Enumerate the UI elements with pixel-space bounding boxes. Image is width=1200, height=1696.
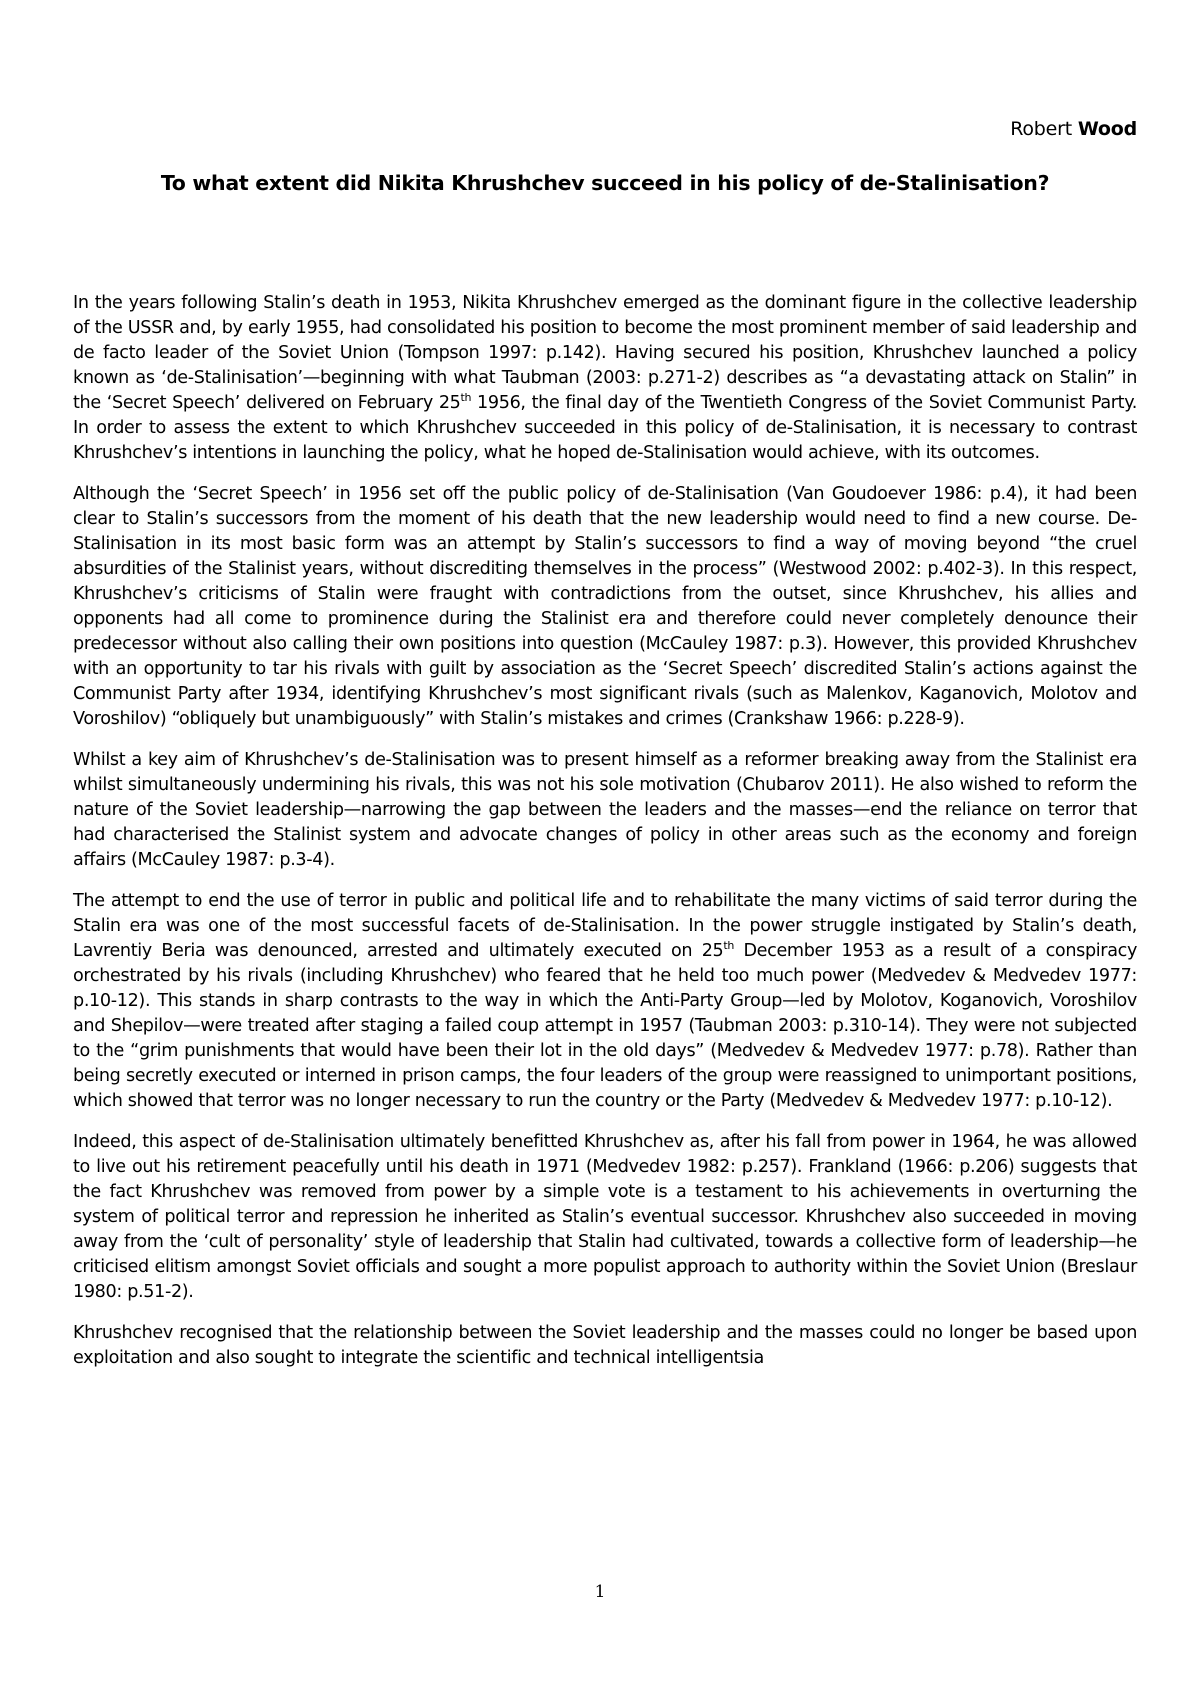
paragraph-text: Whilst a key aim of Khrushchev’s de-Stalinisation was to present himself as a reformer breaking away from the Stalinist era whilst simultaneously undermining his rivals, this was not his sole motivation (Chubarov 2011). He also wished to reform the nature of the Soviet leadership—narrowing the gap between the leaders and the masses—end the reliance on terror that had characterised the Stalinist system and advocate changes of policy in other areas such as the economy and foreign affairs (McCauley 1987: p.3-4). [73,750,1137,870]
ordinal-suffix: th [460,391,472,404]
paragraph-text: Indeed, this aspect of de-Stalinisation ultimately benefitted Khrushchev as, after his fall from power in 1964, he was allowed to live out his retirement peacefully until his death in 1971 (Medvedev 1982: p.257). Frankland (1966: p.206) suggests that the fact Khrushchev was removed from power by a simple vote is a testament to his achievements in overturning the system of political terror and repression he inherited as Stalin’s eventual successor. Khrushchev also succeeded in moving away from the ‘cult of personality’ style of leadership that Stalin had cultivated, towards a collective form of leadership—he criticised elitism amongst Soviet officials and sought a more populist approach to authority within the Soviet Union (Breslaur 1980: p.51-2). [73,1132,1137,1302]
author-last-name: Wood [1077,118,1137,140]
paragraph-text: In the years following Stalin’s death in 1953, Nikita Khrushchev emerged as the dominant figure in the collective leadership of the USSR and, by early 1955, had consolidated his position to become the most prominent member of said leadership and de facto leader of the Soviet Union (Tompson 1997: p.142). Having secured his position, Khrushchev launched a policy known as ‘de-Stalinisation’—beginning with what Taubman (2003: p.271-2) describes as “a devastating attack on Stalin” in the ‘Secret Speech’ delivered on February 25 [73,293,1137,413]
paragraph [73,748,1137,873]
author-name [1010,118,1137,140]
paragraph-text: December 1953 as a result of a conspiracy orchestrated by his rivals (including Khrushchev) who feared that he held too much power (Medvedev & Medvedev 1977: p.10-12). This stands in sharp contrasts to the way in which the Anti-Party Group—led by Molotov, Koganovich, Voroshilov and Shepilov—were treated after staging a failed coup attempt in 1957 (Taubman 2003: p.310-14). They were not subjected to the “grim punishments that would have been their lot in the old days” (Medvedev & Medvedev 1977: p.78). Rather than being secretly executed or interned in prison camps, the four leaders of the group were reassigned to unimportant positions, which showed that terror was no longer necessary to run the country or the Party (Medvedev & Medvedev 1977: p.10-12). [73,941,1138,1111]
ordinal-suffix: th [723,939,734,952]
paragraph [73,889,1137,1114]
paragraph [73,482,1137,732]
paragraph [73,1321,1137,1371]
paragraph-text: Although the ‘Secret Speech’ in 1956 set off the public policy of de-Stalinisation (Van Goudoever 1986: p.4), it had been clear to Stalin’s successors from the moment of his death that the new leadership would need to find a new course. De-Stalinisation in its most basic form was an attempt by Stalin’s successors to find a way of moving beyond “the cruel absurdities of the Stalinist years, without discrediting themselves in the process” (Westwood 2002: p.402-3). In this respect, Khrushchev’s criticisms of Stalin were fraught with contradictions from the outset, since Khrushchev, his allies and opponents had all come to prominence during the Stalinist era and therefore could never completely denounce their predecessor without also calling their own positions into question (McCauley 1987: p.3). However, this provided Khrushchev with an opportunity to tar his rivals with guilt by association as the ‘Secret Speech’ discredited Stalin’s actions against the Communist Party after 1934, identifying Khrushchev’s most significant rivals (such as Malenkov, Kaganovich, Molotov and Voroshilov) “obliquely but unambiguously” with Stalin’s mistakes and crimes (Crankshaw 1966: p.228-9). [73,484,1137,729]
essay-title: To what extent did Nikita Khrushchev succeed in his policy of de-Stalinisation? [160,171,1050,195]
page-number: 1 [594,1582,606,1602]
essay-body [73,291,1137,1387]
paragraph [73,1130,1137,1305]
paragraph-text: The attempt to end the use of terror in public and political life and to rehabilitate the many victims of said terror during the Stalin era was one of the most successful facets of de-Stalinisation. In the power struggle instigated by Stalin’s death, Lavrentiy Beria was denounced, arrested and ultimately executed on 25 [73,891,1137,961]
paragraph-text: 1956, the final day of the Twentieth Congress of the Soviet Communist Party. In order to assess the extent to which Khrushchev succeeded in this policy of de-Stalinisation, it is necessary to contrast Khrushchev’s intentions in launching the policy, what he hoped de-Stalinisation would achieve, with its outcomes. [73,393,1137,463]
author-first-name: Robert [1010,118,1078,140]
paragraph [73,291,1137,466]
paragraph-text: Khrushchev recognised that the relationship between the Soviet leadership and the masses could no longer be based upon exploitation and also sought to integrate the scientific and technical intelligentsia [73,1323,1137,1368]
